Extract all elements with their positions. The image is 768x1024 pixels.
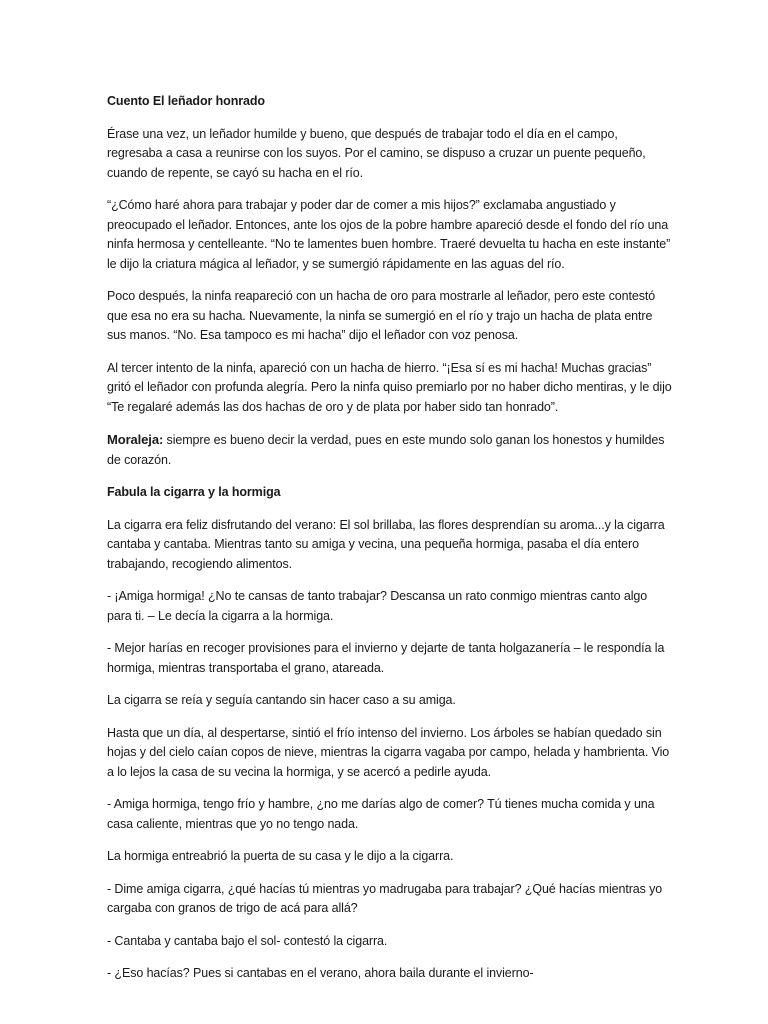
paragraph: - ¡Amiga hormiga! ¿No te cansas de tanto trabajar? Descansa un rato conmigo mientras canto algo para ti. – Le decía la cigarra a la hormiga. xyxy=(107,589,648,623)
paragraph: - Mejor harías en recoger provisiones para el invierno y dejarte de tanta holgazanería – le respondía la hormiga, mientras transportaba el grano, atareada. xyxy=(107,641,665,675)
moral-text: siempre es bueno decir la verdad, pues en este mundo solo ganan los honestos y humildes de corazón. xyxy=(107,433,665,467)
paragraph: - Cantaba y cantaba bajo el sol- contestó la cigarra. xyxy=(107,933,388,948)
paragraph: Érase una vez, un leñador humilde y bueno, que después de trabajar todo el día en el campo, regresaba a casa a reunirse con los suyos. Por el camino, se dispuso a cruzar un puente pequeño, cuando de repente, se cayó su hacha en el río. xyxy=(107,126,646,180)
paragraph: Hasta que un día, al despertarse, sintió el frío intenso del invierno. Los árboles se habían quedado sin hojas y del cielo caían copos de nieve, mientras la cigarra vagaba por campo, helada y hambrienta. Vio a lo lejos la casa de su vecina la hormiga, y se acercó a pedirle ayuda. xyxy=(107,725,670,779)
story-title-lenador: Cuento El leñador honrado xyxy=(107,94,265,108)
paragraph: La hormiga entreabrió la puerta de su casa y le dijo a la cigarra. xyxy=(107,849,454,863)
paragraph: “¿Cómo haré ahora para trabajar y poder dar de comer a mis hijos?” exclamaba angustiado y preocupado el leñador. Entonces, ante los ojos de la pobre hambre apareció desde el fondo del río una ninfa hermosa y centelleante. “No te lamentes buen hombre. Traeré devuelta tu hacha en este instante” le dijo la criatura mágica al leñador, y se sumergió rápidamente en las aguas del río. xyxy=(107,198,671,271)
paragraph: La cigarra se reía y seguía cantando sin hacer caso a su amiga. xyxy=(107,693,456,707)
story-title-cigarra: Fabula la cigarra y la hormiga xyxy=(107,485,281,499)
paragraph: - Dime amiga cigarra, ¿qué hacías tú mientras yo madrugaba para trabajar? ¿Qué hacías mientras yo cargaba con granos de trigo de acá para allá? xyxy=(107,881,663,915)
paragraph: - Amiga hormiga, tengo frío y hambre, ¿no me darías algo de comer? Tú tienes mucha comida y una casa caliente, mientras que yo no tengo nada. xyxy=(107,797,655,831)
paragraph: Al tercer intento de la ninfa, apareció con un hacha de hierro. “¡Esa sí es mi hacha! Muchas gracias” gritó el leñador con profunda alegría. Pero la ninfa quiso premiarlo por no haber dicho mentiras, y le dijo “Te regalaré además las dos hachas de oro y de plata por haber sido tan honrado”. xyxy=(107,360,672,414)
paragraph: - ¿Eso hacías? Pues si cantabas en el verano, ahora baila durante el invierno- xyxy=(107,966,534,980)
paragraph: Poco después, la ninfa reapareció con un hacha de oro para mostrarle al leñador, pero este contestó que esa no era su hacha. Nuevamente, la ninfa se sumergió en el río y trajo un hacha de plata entre sus manos. “No. Esa tampoco es mi hacha” dijo el leñador con voz penosa. xyxy=(107,289,656,342)
moral-label: Moraleja: xyxy=(107,432,164,447)
moral-paragraph xyxy=(107,430,672,470)
paragraph: La cigarra era feliz disfrutando del verano: El sol brillaba, las flores desprendían su aroma...y la cigarra cantaba y cantaba. Mientras tanto su amiga y vecina, una pequeña hormiga, pasaba el día entero trabajando, recogiendo alimentos. xyxy=(107,517,665,571)
